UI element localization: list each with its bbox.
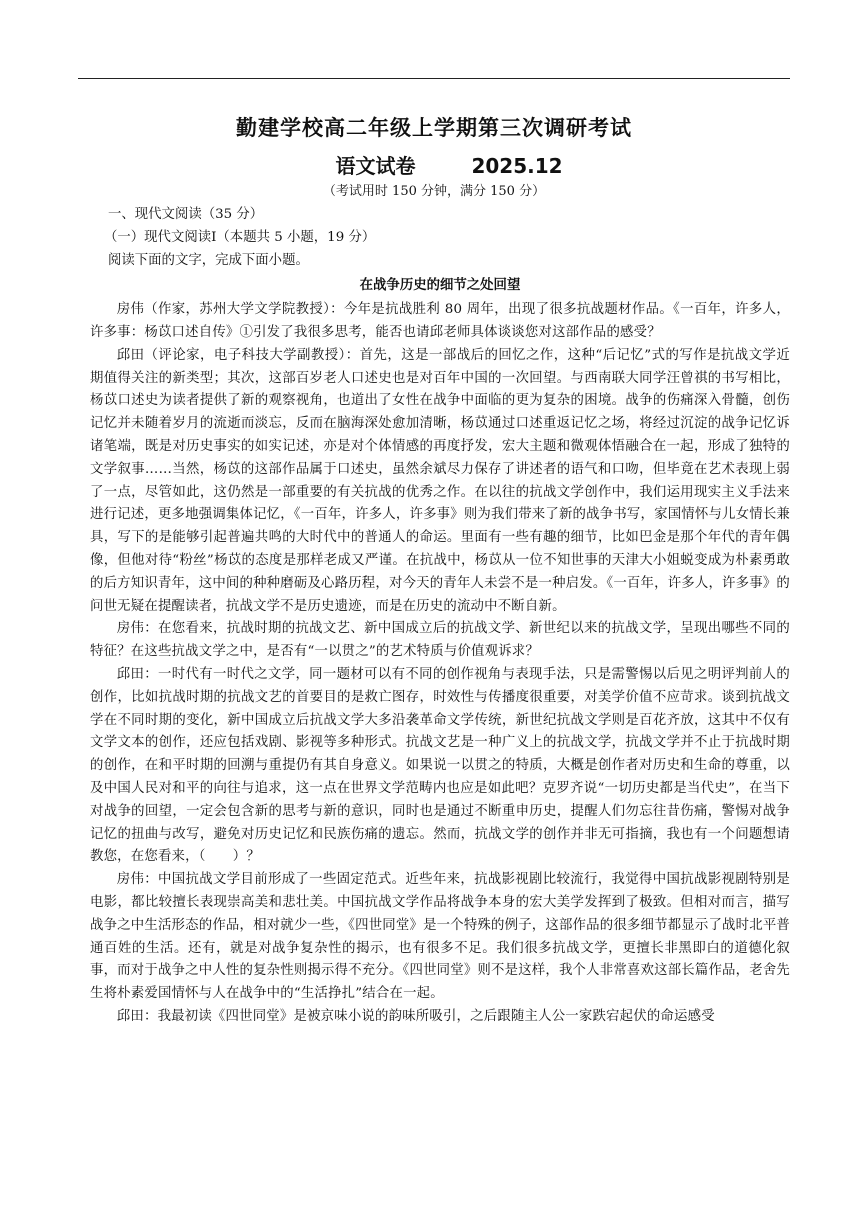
exam-subject: 语文试卷: [335, 154, 416, 178]
article-paragraph: 邱田：一时代有一时代之文学，同一题材可以有不同的创作视角与表现手法，只是需警惕以后见之明评判前人的创作，比如抗战时期的抗战文艺的首要目的是救亡图存，时效性与传播度很重要，对美学价值不应苛求。谈到抗战文学在不同时期的变化，新中国成立后抗战文学大多沿袭革命文学传统，新世纪抗战文学则是百花齐放，这其中不仅有文学文本的创作，还应包括戏剧、影视等多种形式。抗战文艺是一种广义上的抗战文学，抗战文学并不止于抗战时期的创作，在和平时期的回溯与重提仍有其自身意义。如果说一以贯之的特质，大概是创作者对历史和生命的尊重，以及中国人民对和平的向往与追求，这一点在世界文学范畴内也应是如此吧？克罗齐说“一切历史都是当代史”，在当下对战争的回望，一定会包含新的思考与新的意识，同时也是通过不断重申历史，提醒人们勿忘往昔伤痛，警惕对战争记忆的扭曲与改写，避免对历史记忆和民族伤痛的遗忘。然而，抗战文学的创作并非无可指摘，我也有一个问题想请教您，在您看来，（ ）？: [90, 666, 790, 865]
exam-content: [90, 204, 790, 1029]
exam-header: [0, 112, 868, 202]
article-paragraph: 邱田：我最初读《四世同堂》是被京味小说的韵味所吸引，之后跟随主人公一家跌宕起伏的命运感受: [116, 1008, 715, 1024]
header-rule: [78, 78, 790, 79]
article-title: 在战争历史的细节之处回望: [359, 277, 521, 294]
exam-info: （考试用时 150 分钟，满分 150 分）: [322, 184, 546, 199]
article-paragraph: 邱田（评论家，电子科技大学副教授）：首先，这是一部战后的回忆之作，这种“后记忆”式的写作是抗战文学近期值得关注的新类型；其次，这部百岁老人口述史也是对百年中国的一次回望。与西南联大同学汪曾祺的书写相比，杨苡口述史为读者提供了新的观察视角，也道出了女性在战争中面临的更为复杂的困境。战争的伤痛深入骨髓，创伤记忆并未随着岁月的流逝而淡忘，反而在脑海深处愈加清晰，杨苡通过口述重返记忆之场，将经过沉淀的战争记忆诉诸笔端，既是对历史事实的如实记述，亦是对个体情感的再度抒发，宏大主题和微观体悟融合在一起，形成了独特的文学叙事……当然，杨苡的这部作品属于口述史，虽然余斌尽力保存了讲述者的语气和口吻，但毕竟在艺术表现上弱了一点，尽管如此，这仍然是一部重要的有关抗战的优秀之作。在以往的抗战文学创作中，我们运用现实主义手法来进行记述，更多地强调集体记忆，《一百年，许多人，许多事》则为我们带来了新的战争书写，家国情怀与儿女情长兼具，写下的是能够引起普遍共鸣的大时代中的普通人的命运。里面有一些有趣的细节，比如巴金是那个年代的青年偶像，但他对待“粉丝”杨苡的态度是那样老成又严谨。在抗战中，杨苡从一位不知世事的天津大小姐蜕变成为朴素勇敢的后方知识青年，这中间的种种磨砺及心路历程，对今天的青年人未尝不是一种启发。《一百年，许多人，许多事》的问世无疑在提醒读者，抗战文学不是历史遗迹，而是在历史的流动中不断自新。: [90, 347, 791, 614]
sub-section-heading: （一）现代文阅读Ⅰ（本题共 5 小题，19 分）: [104, 229, 376, 245]
exam-title: 勤建学校高二年级上学期第三次调研考试: [236, 116, 632, 140]
section-heading: 一、现代文阅读（35 分）: [108, 207, 264, 222]
article-paragraph: 房伟（作家，苏州大学文学院教授）：今年是抗战胜利 80 周年，出现了很多抗战题材作品。《一百年，许多人，许多事：杨苡口述自传》①引发了我很多思考，能否也请邱老师具体谈谈您对这部作品的感受？: [90, 302, 790, 340]
exam-subject-row: [0, 150, 868, 182]
article-paragraph: 房伟：中国抗战文学目前形成了一些固定范式。近些年来，抗战影视剧比较流行，我觉得中国抗战影视剧特别是电影，都比较擅长表现崇高美和悲壮美。中国抗战文学作品将战争本身的宏大美学发挥到了极致。但相对而言，描写战争之中生活形态的作品，相对就少一些，《四世同堂》是一个特殊的例子，这部作品的很多细节都显示了战时北平普通百姓的生活。还有，就是对战争复杂性的揭示，也有很多不足。我们很多抗战文学，更擅长非黑即白的道德化叙事，而对于战争之中人性的复杂性则揭示得不充分。《四世同堂》则不是这样，我个人非常喜欢这部长篇作品，老舍先生将朴素爱国情怀与人在战争中的“生活挣扎”结合在一起。: [90, 872, 791, 1002]
reading-instruction: 阅读下面的文字，完成下面小题。: [108, 252, 309, 268]
article-paragraph: 房伟：在您看来，抗战时期的抗战文艺、新中国成立后的抗战文学、新世纪以来的抗战文学，呈现出哪些不同的特征？在这些抗战文学之中，是否有“一以贯之”的艺术特质与价值观诉求？: [90, 621, 790, 660]
exam-date: 2025.12: [471, 154, 563, 178]
